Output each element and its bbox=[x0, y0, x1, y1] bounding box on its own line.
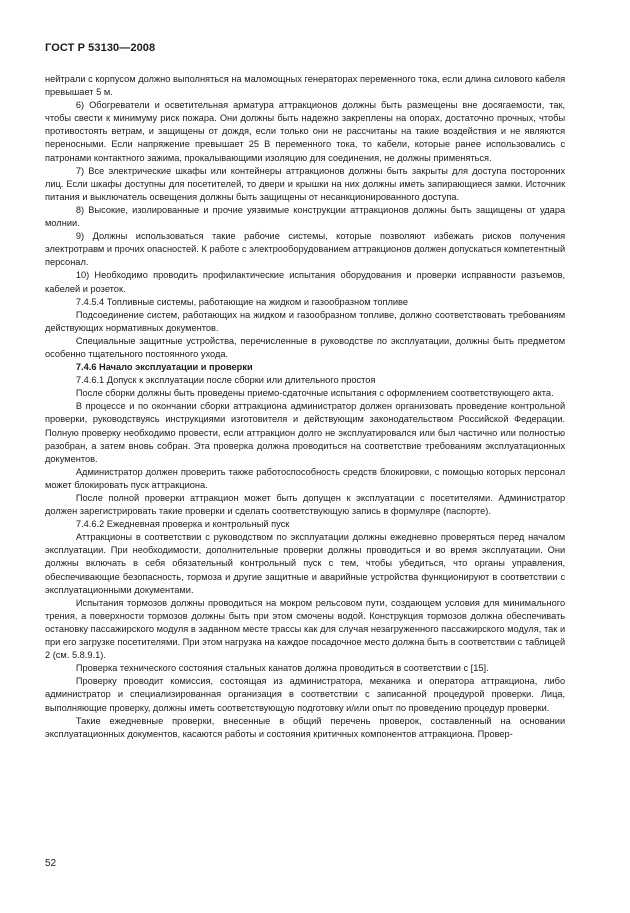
paragraph: Такие ежедневные проверки, внесенные в общий перечень проверок, составленный на основании эксплуатационных документов, касаются работы и состояния критичных компонентов аттракциона. Провер- bbox=[45, 715, 566, 740]
standard-header: ГОСТ Р 53130—2008 bbox=[45, 42, 156, 54]
paragraph: 7.4.6.2 Ежедневная проверка и контрольный пуск bbox=[75, 519, 290, 531]
paragraph: 7) Все электрические шкафы или контейнеры аттракционов должны быть закрыты для доступа посторонних лиц. Если шкафы доступны для посетителей, то двери и крышки на них должны иметь запирающиеся замки. Источник питания и выключатель освещения должны быть защищены от несанкционированного доступа. bbox=[45, 165, 566, 203]
paragraph: Специальные защитные устройства, перечисленные в руководстве по эксплуатации, должны быть предметом особенно тщательного постоянного ухода. bbox=[45, 335, 566, 360]
paragraph: Подсоединение систем, работающих на жидком и газообразном топливе, должно соответствовать требованиям действующих нормативных документов. bbox=[45, 309, 566, 334]
paragraph: 8) Высокие, изолированные и прочие уязвимые конструкции аттракционов должны быть защищены от удара молнии. bbox=[45, 204, 566, 230]
paragraph: Аттракционы в соответствии с руководством по эксплуатации должны ежедневно проверяться перед началом эксплуатации. При необходимости, дополнительные проверки должны проводиться и во время эксплуатации. Они должны включать в себя обязательный контрольный пуск с тем, чтобы убедиться, что органы управления, обеспечивающие безопасность, тормоза и другие защитные и аварийные устройства функционируют в соответствии с эксплуатационными документами. bbox=[45, 532, 566, 596]
paragraph: Проверка технического состояния стальных канатов должна проводиться в соответствии с [15]. bbox=[75, 663, 489, 675]
paragraph: 10) Необходимо проводить профилактические испытания оборудования и проверки исправности разъемов, кабелей и розеток. bbox=[45, 270, 566, 295]
paragraph: Администратор должен проверить также работоспособность средств блокировки, с помощью которых персонал может блокировать пуск аттракциона. bbox=[45, 466, 566, 491]
paragraph: После полной проверки аттракцион может быть допущен к эксплуатации с посетителями. Администратор должен зарегистрировать такие проверки и сделать соответствующую запись в формуляре (паспорте). bbox=[45, 493, 566, 518]
paragraph: 6) Обогреватели и осветительная арматура аттракционов должны быть размещены вне досягаемости, так, чтобы свести к минимуму риск пожара. Они должны быть надежно закреплены на опорах, достаточно прочных, чтобы противостоять ветрам, и защищены от дождя, если только они не рассчитаны на такие воздействия и не являются переносными. Если напряжение превышает 25 В переменного тока, то кабели, которые ранее использовались с патронами контактного зажима, прокалывающими изоляцию для соединения, не должны применяться. bbox=[45, 100, 566, 164]
paragraph: 7.4.5.4 Топливные системы, работающие на жидком и газообразном топливе bbox=[75, 296, 409, 308]
page-number: 52 bbox=[45, 858, 57, 869]
paragraph: Проверку проводит комиссия, состоящая из администратора, механика и оператора аттракциона, либо администратор и специализированная организация в соответствии с записанной процедурой проверки. Лица, выполняющие проверку, должны иметь соответствующую подготовку и/или опыт по проведению процедур проверки. bbox=[45, 676, 566, 714]
section-heading: 7.4.6 Начало эксплуатации и проверки bbox=[75, 362, 253, 374]
body-text bbox=[45, 73, 565, 741]
paragraph: нейтрали с корпусом должно выполняться на маломощных генераторах переменного тока, если длина силового кабеля превышает 5 м. bbox=[45, 74, 566, 99]
paragraph: В процессе и по окончании сборки аттракциона администратор должен организовать проведение контрольной проверки, руководствуясь инструкциями изготовителя и действующим законодательством Российской Федерации. Полную проверку необходимо провести, если аттракцион долго не эксплуатировался или был частично или полностью разобран, а затем вновь собран. Эта проверка должна проводиться на соответствие требованиям эксплуатационных документов. bbox=[45, 401, 566, 465]
paragraph: 7.4.6.1 Допуск к эксплуатации после сборки или длительного простоя bbox=[75, 375, 376, 387]
paragraph: 9) Должны использоваться такие рабочие системы, которые позволяют избежать рисков получения электротравм и прочих опасностей. К работе с электрооборудованием аттракционов должен допускаться компетентный персонал. bbox=[45, 231, 566, 269]
paragraph: Испытания тормозов должны проводиться на мокром рельсовом пути, создающем условия для минимального трения, а поверхности тормозов должны быть при этом смочены водой. Конструкция тормозов должна обеспечивать остановку пассажирского модуля в заданном месте трассы как для случая незагруженного пассажирского модуля, так и при его загрузке посетителями. При этом нагрузка на каждое посадочное место должна быть в соответствии с таблицей 2 (см. 5.8.9.1). bbox=[45, 597, 566, 662]
paragraph: После сборки должны быть проведены приемо-сдаточные испытания с оформлением соответствующего акта. bbox=[75, 388, 554, 400]
